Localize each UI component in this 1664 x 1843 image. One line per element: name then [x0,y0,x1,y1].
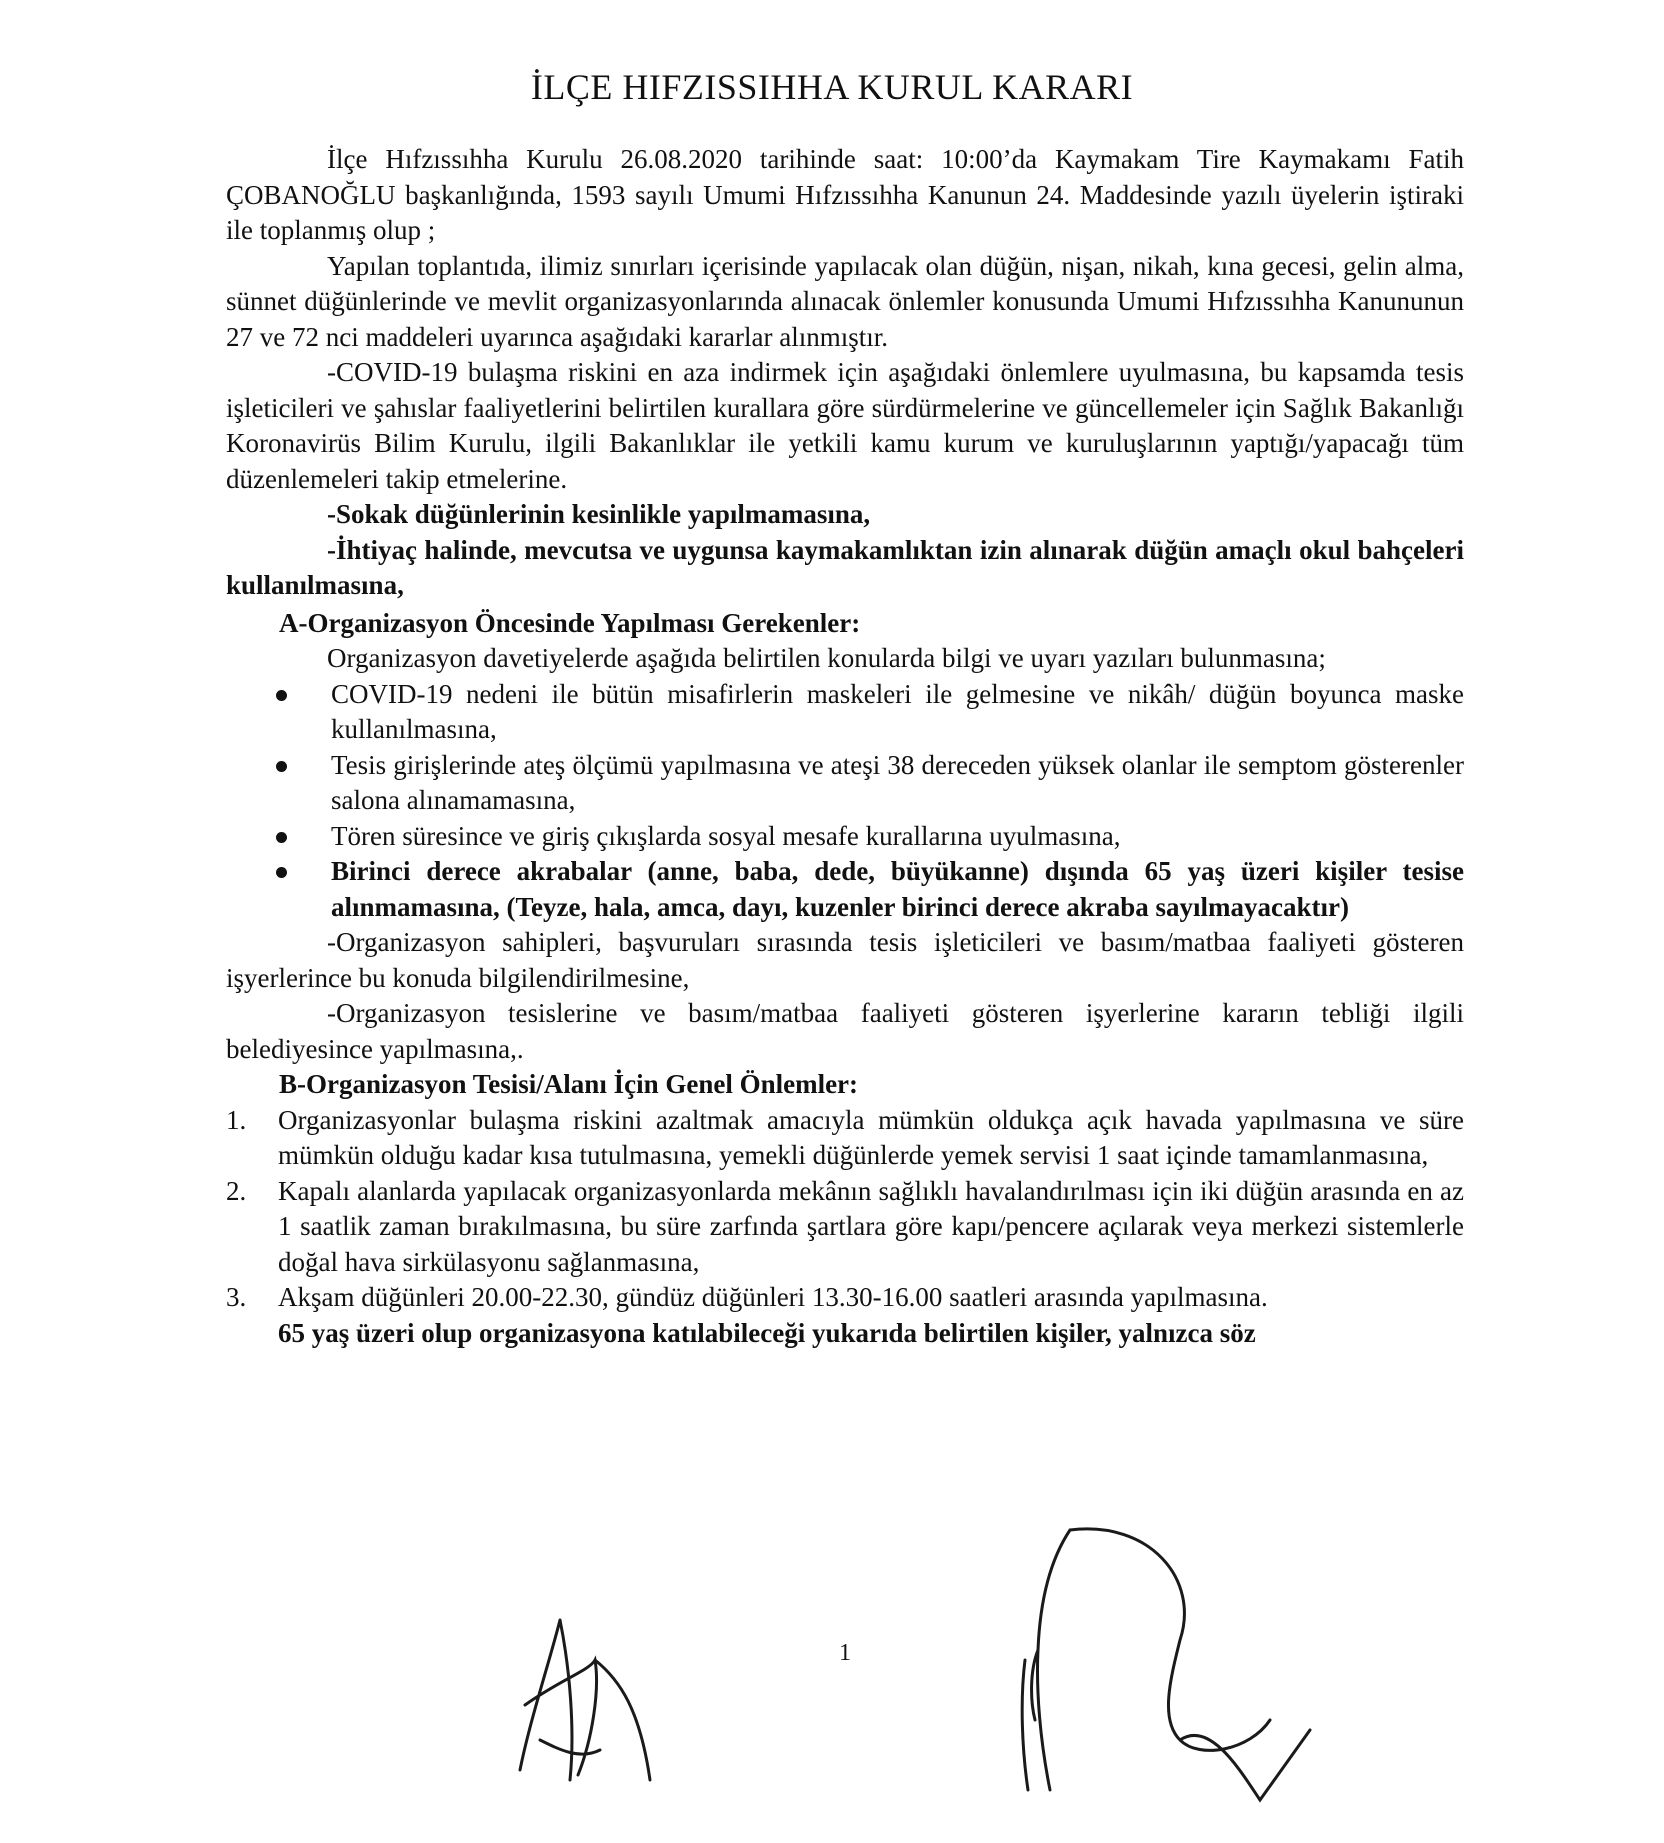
list-item-text: Organizasyonlar bulaşma riskini azaltmak amacıyla mümkün oldukça açık havada yapılmasına ve süre mümkün olduğu kadar kısa tutulmasına, yemekli düğünlerde yemek servisi 1 saat içinde tamamlanmasına, [278,1104,1464,1170]
list-item-text: Tören süresince ve giriş çıkışlarda sosyal mesafe kurallarına uyulmasına, [331,820,1121,851]
list-item [331,677,1464,748]
section-a-heading: A-Organizasyon Öncesinde Yapılması Gerekenler: [279,607,861,638]
list-item-text: Tesis girişlerinde ateş ölçümü yapılmasına ve ateşi 38 dereceden yüksek olanlar ile semptom gösterenler salona alınamamasına, [331,749,1464,815]
list-item-number: 1. [226,1104,247,1135]
bullet-icon [276,761,287,772]
list-item-text: Akşam düğünleri 20.00-22.30, gündüz düğünleri 13.30-16.00 saatleri arasında yapılmasına. [278,1282,1268,1312]
bullet-icon [276,690,287,701]
list-item [331,819,1464,855]
list-item-text: COVID-19 nedeni ile bütün misafirlerin maskeleri ile gelmesine ve nikâh/ düğün boyunca maske kullanılmasına, [331,678,1464,744]
list-item [331,748,1464,819]
page-number: 1 [839,1640,851,1666]
list-item-text: Kapalı alanlarda yapılacak organizasyonlarda mekânın sağlıklı havalandırılması için iki düğün arasında en az 1 saatlik zaman bırakılmasına, bu süre zarfında şartlara göre kapı/pencere açılarak veya merkezi sistemlerle doğal hava sirkülasyonu sağlanmasına, [278,1175,1464,1277]
age-65-note: 65 yaş üzeri olup organizasyona katılabileceği yukarıda belirtilen kişiler, yalnızca söz [278,1317,1256,1348]
section-b-heading: B-Organizasyon Tesisi/Alanı İçin Genel Önlemler: [279,1069,859,1099]
list-item-number: 2. [226,1175,247,1206]
section-a-lead: Organizasyon davetiyelerde aşağıda belirtilen konularda bilgi ve uyarı yazıları bulunmasına; [327,643,1326,673]
bullet-icon [276,867,287,878]
intro-paragraph: İlçe Hıfzıssıhha Kurulu 26.08.2020 tarihinde saat: 10:00’da Kaymakam Tire Kaymakamı Fatih ÇOBANOĞLU başkanlığında, 1593 sayılı Umumi Hıfzıssıhha Kanunun 24. Maddesinde yazılı üyelerin iştiraki ile toplanmış olup ; [226,144,1464,245]
document-title: İLÇE HIFZISSIHHA KURUL KARARI [530,67,1134,107]
document-body [226,142,1464,1351]
school-garden-rule: -İhtiyaç halinde, mevcutsa ve uygunsa kaymakamlıktan izin alınarak düğün amaçlı okul bahçeleri kullanılmasına, [226,534,1464,600]
list-item [331,854,1464,925]
list-item [226,1174,1464,1281]
decision-paragraph: Yapılan toplantıda, ilimiz sınırları içerisinde yapılacak olan düğün, nişan, nikah, kına gecesi, gelin alma, sünnet düğünlerinde ve mevlit organizasyonlarında alınacak önlemler konusunda Umumi Hıfzıssıhha Kanununun 27 ve 72 nci maddeleri uyarınca aşağıdaki kararlar alınmıştır. [226,250,1464,352]
street-wedding-rule: -Sokak düğünlerinin kesinlikle yapılmamasına, [327,499,871,529]
list-item [226,1280,1464,1316]
bullet-icon [276,832,287,843]
list-item-text: Birinci derece akrabalar (anne, baba, dede, büyükanne) dışında 65 yaş üzeri kişiler tesise alınmamasına, (Teyze, hala, amca, dayı, kuzenler birinci derece akraba sayılmayacaktır) [331,856,1464,922]
list-item [226,1103,1464,1174]
organizer-info-paragraph: -Organizasyon sahipleri, başvuruları sırasında tesis işleticileri ve basım/matbaa faaliyeti gösteren işyerlerince bu konuda bilgilendirilmesine, [226,927,1464,993]
section-a-bullet-list [226,677,1464,926]
signature-right [1010,1520,1350,1810]
signature-left [500,1600,700,1790]
section-b-numbered-list [226,1103,1464,1316]
covid-paragraph: -COVID-19 bulaşma riskini en aza indirmek için aşağıdaki önlemlere uyulmasına, bu kapsamda tesis işleticileri ve şahıslar faaliyetlerini belirtilen kurallara göre sürdürmelerine ve güncellemeler için Sağlık Bakanlığı Koronavirüs Bilim Kurulu, ilgili Bakanlıklar ile yetkili kamu kurum ve kuruluşlarının yaptığı/yapacağı tüm düzenlemeleri takip etmelerine. [226,357,1464,494]
notification-paragraph: -Organizasyon tesislerine ve basım/matbaa faaliyeti gösteren işyerlerine kararın tebliği ilgili belediyesince yapılmasına,. [226,998,1464,1064]
list-item-number: 3. [226,1282,247,1312]
